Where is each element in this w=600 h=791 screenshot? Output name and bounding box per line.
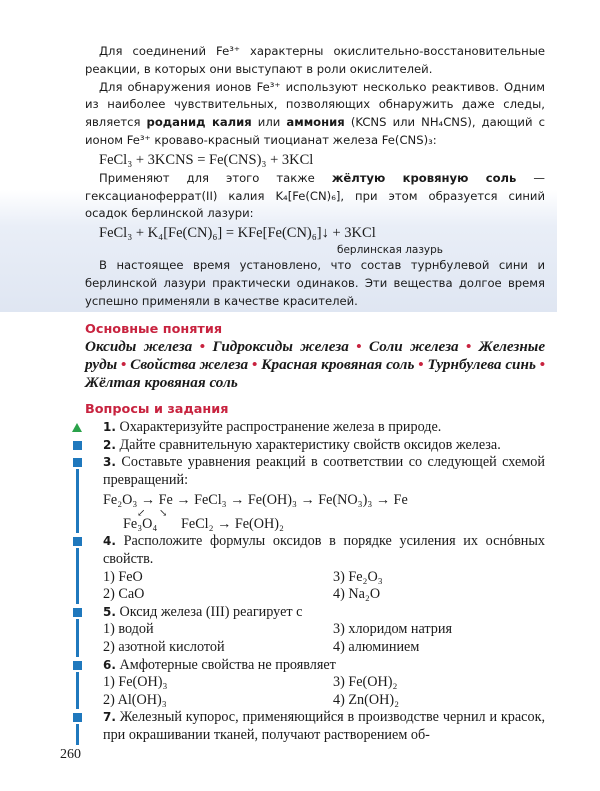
question-text [103,533,545,568]
square-marker-icon [73,713,82,722]
bold-term: аммония [286,115,345,130]
separator-bullet: • [418,356,424,373]
scheme-product: Fe₃O₄ [123,516,158,533]
equation: FeCl₃ + 3KCNS = Fe(CNS)₃ + 3KCl [99,151,314,168]
separator-bullet: • [252,356,258,373]
question-text [103,454,545,489]
answer-option[interactable]: 3) хлоридом натрия [333,621,452,638]
text: (KCNS или NH₄CNS), дающий с ионом Fe³⁺ кроваво-красный тиоцианат железа Fe(CNS)₃: [85,115,545,147]
paragraph [85,170,545,223]
scheme-product: FeCl₂ → Fe(OH)₂ [181,516,284,533]
question-bar [76,548,79,603]
concepts-section [85,322,545,392]
question-bar [76,724,79,744]
square-marker-icon [73,608,82,617]
answer-options [103,569,545,604]
question-text [103,604,545,622]
square-marker-icon [73,441,82,450]
question-item [85,657,545,710]
question-item [85,437,545,455]
question-body: Железный купорос, применяющийся в производстве чернил и красок, при окрашивании тканей, получают растворением об- [103,709,546,743]
separator-bullet: • [539,356,546,373]
separator-bullet: • [356,338,362,355]
question-number: 6. [103,657,116,672]
question-number: 1. [103,420,116,434]
paragraph: Для соединений Fe³⁺ характерны окислительно-восстановительные реакции, в которых они выступают в роли окислителей. [85,44,545,76]
concept-term: Гидроксиды железа [212,338,349,355]
question-text [103,437,545,455]
question-number: 5. [103,604,116,619]
concept-term: Железные руды [85,338,546,373]
question-body: Расположите формулы оксидов в порядке усиления их оснóвных свойств. [103,533,546,567]
questions-section [85,402,545,745]
question-body: Оксид железа (III) реагирует с [119,603,303,620]
section-heading: Вопросы и задания [85,402,229,417]
question-text [103,657,545,675]
answer-option[interactable]: 4) Na₂O [333,586,381,603]
separator-bullet: • [121,356,127,373]
question-item [85,604,545,657]
answer-option[interactable]: 1) Fe(OH)₃ [103,674,168,691]
separator-bullet: • [199,338,206,355]
question-text [103,709,545,744]
concept-term: Оксиды железа [85,338,193,355]
question-text [103,419,545,437]
concept-term: Жёлтая кровяная соль [85,374,238,391]
question-item [85,454,545,533]
question-body: Амфотерные свойства не проявляет [119,656,336,673]
answer-option[interactable]: 2) CaO [103,586,145,603]
equation-caption: берлинская лазурь [337,244,443,257]
text: — гексацианоферрат(II) калия K₄[Fe(CN)₆], при этом образуется синий осадок берлинской лазури: [85,170,545,221]
answer-option[interactable]: 2) азотной кислотой [103,638,225,655]
concept-term: Свойства железа [130,356,249,373]
answer-option[interactable]: 2) Al(OH)₃ [103,691,167,708]
question-number: 7. [103,710,116,725]
terms-list [85,338,545,392]
square-marker-icon [73,537,82,546]
answer-option[interactable]: 4) Zn(OH)₂ [333,691,400,708]
answer-options [103,674,545,709]
square-marker-icon [73,458,82,467]
question-bar [76,619,79,657]
question-bar [76,469,79,533]
arrow-down-right-icon: ↘ [159,508,168,520]
section-heading: Основные понятия [85,322,223,337]
separator-bullet: • [466,338,472,355]
paragraph: В настоящее время установлено, что состав турнбулевой сини и берлинской лазури практически одинаков. Эти вещества долгое время успешно применяли в качестве красителей. [85,258,545,308]
arrow-down-left-icon: ↙ [137,508,146,520]
question-number: 2. [103,437,116,452]
question-item [85,709,545,744]
question-number: 3. [103,455,116,470]
scheme-line: Fe₂O₃ → Fe → FeCl₃ → Fe(OH)₃ → Fe(NO₃)₃ → Fe [103,492,408,509]
concept-term: Соли железа [369,338,459,355]
concept-term: Красная кровяная соль [261,356,415,373]
question-body: Составьте уравнения реакций в соответствии со следующей схемой превращений: [103,454,545,488]
body-text [85,43,545,311]
question-body: Охарактеризуйте распространение железа в природе. [119,419,442,435]
answer-option[interactable]: 3) Fe₂O₃ [333,568,383,585]
question-number: 4. [103,534,116,549]
text: Для обнаружения ионов Fe³⁺ используют несколько реактивов. Одним из наиболее чувствительных, позволяющих обнаружить даже следы, является [85,79,545,130]
question-body: Дайте сравнительную характеристику свойств оксидов железа. [119,436,501,453]
question-item [85,533,545,603]
answer-options [103,621,545,656]
equation: FeCl₃ + K₄[Fe(CN)₆] = KFe[Fe(CN)₆]↓ + 3KCl [99,225,376,242]
answer-option[interactable]: 3) Fe(OH)₂ [333,674,398,691]
answer-option[interactable]: 1) водой [103,621,154,638]
text: или [251,115,287,130]
answer-option[interactable]: 1) FeO [103,568,143,585]
bold-term: роданид калия [146,115,252,130]
text: Применяют для этого также [99,170,332,185]
paragraph [85,79,545,150]
square-marker-icon [73,661,82,670]
page-number: 260 [60,747,81,762]
bold-term: жёлтую кровяную соль [331,170,517,185]
question-bar [76,672,79,710]
concept-term: Турнбулева синь [427,356,536,373]
answer-option[interactable]: 4) алюминием [333,638,420,655]
triangle-marker-icon [72,423,82,432]
scheme-branches [103,508,545,533]
question-item [85,419,545,437]
